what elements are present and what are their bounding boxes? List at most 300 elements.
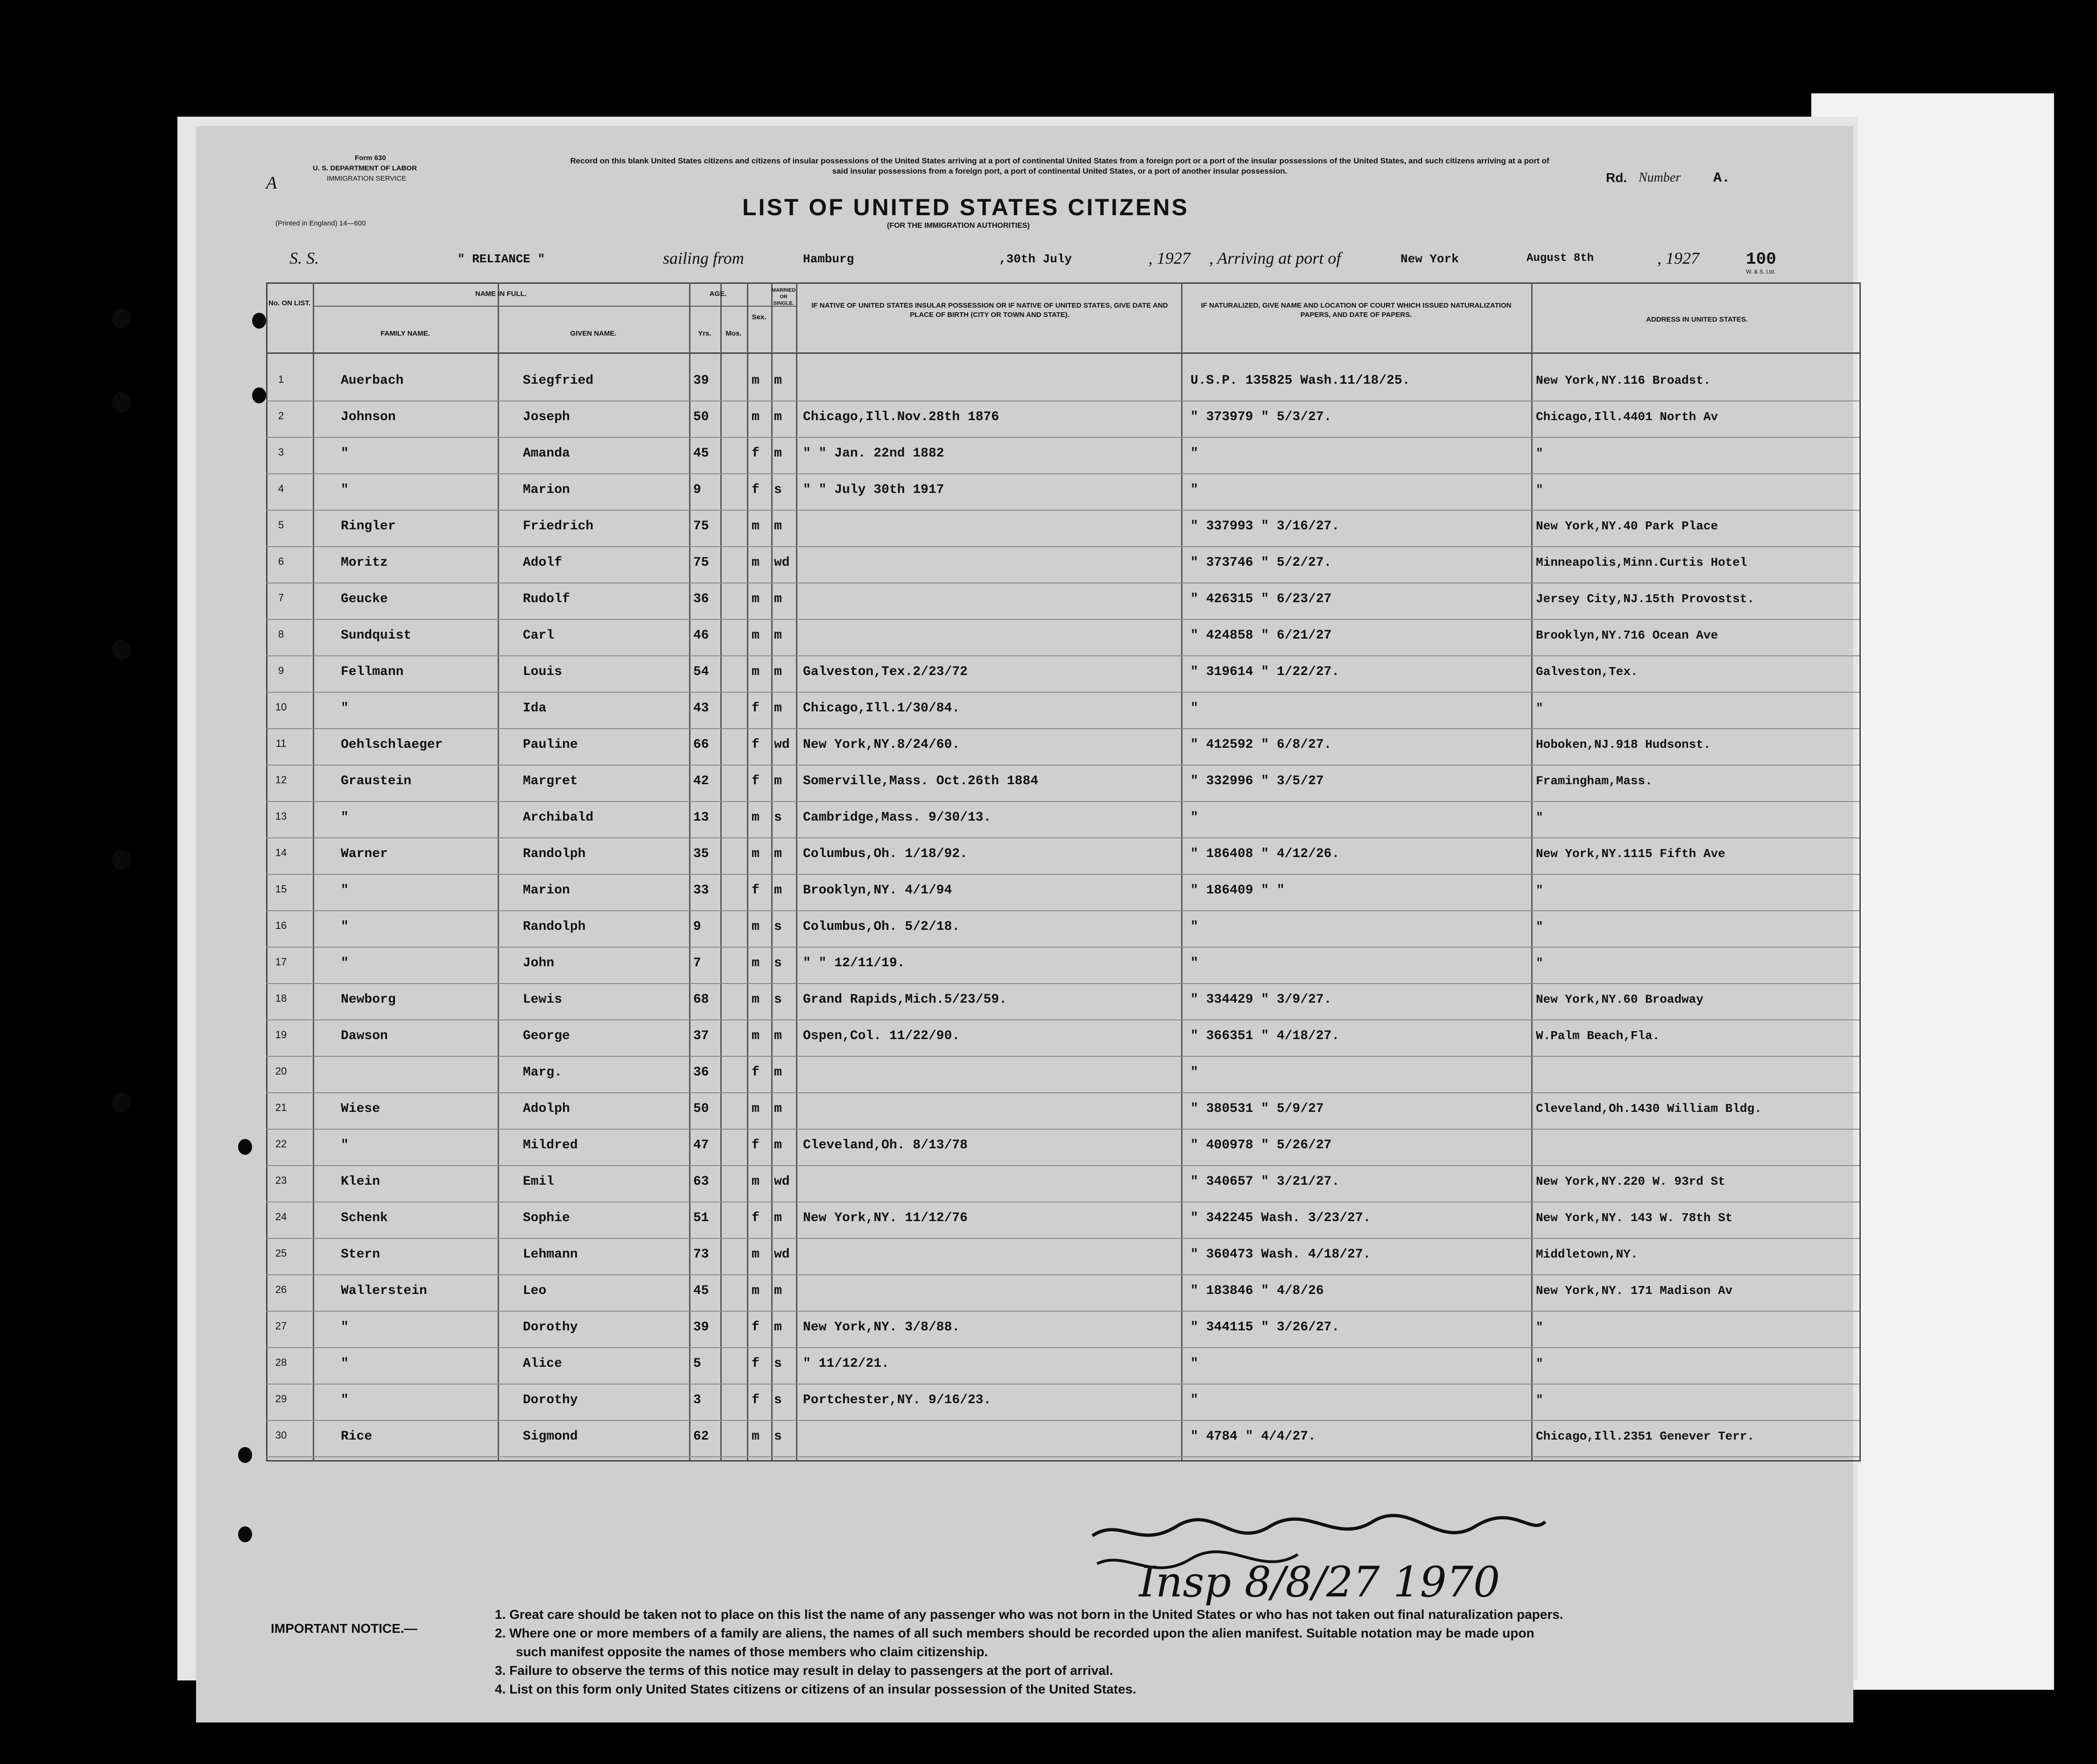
row-number: 12 — [275, 774, 287, 786]
row-line — [266, 619, 1859, 620]
naturalization: " — [1190, 701, 1198, 716]
row-line — [266, 765, 1859, 766]
row-line — [266, 1019, 1859, 1020]
given-name: Emil — [523, 1174, 555, 1189]
marital-status: wd — [774, 738, 790, 752]
row-number: 5 — [278, 519, 284, 531]
age-years: 7 — [693, 956, 701, 970]
arriving-label: , Arriving at port of — [1209, 249, 1341, 267]
given-name: Louis — [523, 665, 563, 679]
marital-status: s — [774, 920, 782, 934]
marital-status: m — [774, 410, 782, 424]
birth-place-date: Columbus,Oh. 5/2/18. — [803, 920, 960, 934]
row-line — [266, 728, 1859, 729]
row-line — [266, 473, 1859, 474]
sex: m — [752, 1174, 760, 1189]
marital-status: m — [774, 1065, 782, 1080]
marital-status: wd — [774, 1247, 790, 1262]
col-divider — [796, 282, 797, 1460]
age-years: 9 — [693, 483, 701, 497]
naturalization: " 319614 " 1/22/27. — [1190, 665, 1340, 679]
row-line — [266, 546, 1859, 547]
address: " — [1536, 883, 1543, 897]
row-number: 2 — [278, 410, 284, 422]
given-name: John — [523, 956, 555, 970]
given-name: Sigmond — [523, 1429, 578, 1444]
age-years: 63 — [693, 1174, 709, 1189]
age-years: 13 — [693, 810, 709, 825]
family-name: Newborg — [341, 992, 396, 1007]
birth-place-date: Ospen,Col. 11/22/90. — [803, 1029, 960, 1043]
sex: f — [752, 883, 760, 898]
given-name: Randolph — [523, 920, 586, 934]
sex: f — [752, 1138, 760, 1153]
address: " — [1536, 483, 1543, 497]
birth-place-date: New York,NY. 11/12/76 — [803, 1211, 968, 1225]
sex: m — [752, 956, 760, 970]
col-divider — [689, 282, 690, 1460]
sailing-label: sailing from — [663, 249, 744, 267]
manifest-page — [196, 126, 1853, 1722]
row-number: 18 — [275, 992, 287, 1004]
naturalization: " — [1190, 920, 1198, 934]
row-number: 26 — [275, 1284, 287, 1295]
naturalization: " 380531 " 5/9/27 — [1190, 1102, 1324, 1116]
naturalization: " — [1190, 956, 1198, 970]
sex: m — [752, 628, 760, 643]
punch-hole — [252, 313, 266, 329]
family-name: Johnson — [341, 410, 396, 424]
age-years: 54 — [693, 665, 709, 679]
row-number: 15 — [275, 883, 287, 895]
marital-status: m — [774, 1102, 782, 1116]
punch-hole — [238, 1526, 252, 1542]
sex: m — [752, 1247, 760, 1262]
sex: f — [752, 701, 760, 716]
naturalization: " — [1190, 1065, 1198, 1080]
sex: m — [752, 592, 760, 606]
col-header-age: AGE. — [709, 290, 727, 298]
notice-item-2-cont: such manifest opposite the names of those members who claim citizenship. — [516, 1645, 988, 1659]
address: Brooklyn,NY.716 Ocean Ave — [1536, 628, 1718, 642]
given-name: Archibald — [523, 810, 594, 825]
sex: m — [752, 992, 760, 1007]
row-number: 13 — [275, 810, 287, 822]
col-divider — [498, 282, 499, 1460]
address: New York,NY. 143 W. 78th St — [1536, 1211, 1733, 1225]
col-divider — [313, 282, 314, 1460]
given-name: Dorothy — [523, 1393, 578, 1407]
col-header-no: No. ON LIST. — [268, 299, 310, 307]
row-number: 20 — [275, 1065, 287, 1077]
col-header-family: FAMILY NAME. — [380, 330, 430, 337]
family-name: Rice — [341, 1429, 373, 1444]
row-number: 24 — [275, 1211, 287, 1223]
notice-item-1: 1. Great care should be taken not to place on this list the name of any passenger who was not born in the United States or who has not taken out final naturalization papers. — [495, 1607, 1563, 1622]
address: New York,NY.116 Broadst. — [1536, 373, 1711, 387]
naturalization: " — [1190, 483, 1198, 497]
age-years: 36 — [693, 592, 709, 606]
birth-place-date: " 11/12/21. — [803, 1356, 889, 1371]
naturalization: " — [1190, 1393, 1198, 1407]
marital-status: m — [774, 519, 782, 534]
row-line — [266, 1456, 1859, 1457]
age-years: 9 — [693, 920, 701, 934]
row-line — [266, 510, 1859, 511]
row-number: 17 — [275, 956, 287, 968]
marital-status: m — [774, 1029, 782, 1043]
given-name: Randolph — [523, 847, 586, 861]
birth-place-date: Chicago,Ill.Nov.28th 1876 — [803, 410, 999, 424]
family-name: " — [341, 446, 349, 461]
sex: f — [752, 1356, 760, 1371]
marital-status: m — [774, 1211, 782, 1225]
printed-note: (Printed in England) 14—600 — [275, 219, 366, 227]
naturalization: " 366351 " 4/18/27. — [1190, 1029, 1340, 1043]
family-name: " — [341, 1393, 349, 1407]
row-line — [266, 947, 1859, 948]
sex: f — [752, 483, 760, 497]
naturalization: " — [1190, 810, 1198, 825]
naturalization: " 360473 Wash. 4/18/27. — [1190, 1247, 1371, 1262]
marital-status: m — [774, 1284, 782, 1298]
given-name: Lehmann — [523, 1247, 578, 1262]
row-number: 7 — [278, 592, 284, 604]
age-years: 66 — [693, 738, 709, 752]
address: " — [1536, 920, 1543, 934]
row-number: 23 — [275, 1174, 287, 1186]
family-name: " — [341, 1320, 349, 1335]
age-years: 75 — [693, 519, 709, 534]
family-name: Moritz — [341, 555, 388, 570]
age-years: 43 — [693, 701, 709, 716]
sex: m — [752, 1102, 760, 1116]
naturalization: " 424858 " 6/21/27 — [1190, 628, 1332, 643]
family-name: Stern — [341, 1247, 380, 1262]
row-number: 4 — [278, 483, 284, 494]
marital-status: m — [774, 628, 782, 643]
naturalization: " 373979 " 5/3/27. — [1190, 410, 1332, 424]
birth-place-date: " " Jan. 22nd 1882 — [803, 446, 944, 461]
address: " — [1536, 956, 1543, 970]
service: IMMIGRATION SERVICE — [327, 175, 407, 183]
row-number: 27 — [275, 1320, 287, 1332]
age-years: 35 — [693, 847, 709, 861]
address: Jersey City,NJ.15th Provostst. — [1536, 592, 1755, 606]
naturalization: " 334429 " 3/9/27. — [1190, 992, 1332, 1007]
age-years: 68 — [693, 992, 709, 1007]
age-years: 46 — [693, 628, 709, 643]
page-title: LIST OF UNITED STATES CITIZENS — [742, 194, 1189, 220]
address: W.Palm Beach,Fla. — [1536, 1029, 1660, 1043]
sex: m — [752, 373, 760, 388]
col-divider — [771, 282, 773, 1460]
birth-place-date: Somerville,Mass. Oct.26th 1884 — [803, 774, 1039, 788]
from-port: Hamburg — [803, 252, 854, 266]
col-divider — [1531, 282, 1533, 1460]
row-line — [266, 837, 1859, 838]
ss-label: S. S. — [289, 249, 319, 267]
family-name: " — [341, 701, 349, 716]
row-number: 8 — [278, 628, 284, 640]
given-name: Marion — [523, 883, 570, 898]
marital-status: m — [774, 883, 782, 898]
given-name: Alice — [523, 1356, 563, 1371]
sex: m — [752, 555, 760, 570]
given-name: Margret — [523, 774, 578, 788]
row-number: 25 — [275, 1247, 287, 1259]
punch-hole — [112, 308, 131, 329]
age-years: 62 — [693, 1429, 709, 1444]
row-number: 6 — [278, 555, 284, 567]
punch-hole — [112, 640, 131, 660]
naturalization: U.S.P. 135825 Wash.11/18/25. — [1190, 373, 1410, 388]
sex: m — [752, 847, 760, 861]
instruction-text: Record on this blank United States citizens and citizens of insular possessions of the United States arriving at a port of continental United States from a foreign port or a port of the insular possessions of the United States, and such citizens arriving at a port of said insular possessions from a foreign port, a port of continental United States, or a port of another insular possession. — [570, 156, 1549, 176]
row-number: 11 — [275, 738, 287, 749]
col-header-yrs: Yrs. — [698, 330, 711, 337]
given-name: Pauline — [523, 738, 578, 752]
birth-place-date: Portchester,NY. 9/16/23. — [803, 1393, 992, 1407]
punch-hole — [112, 1092, 131, 1113]
address: Middletown,NY. — [1536, 1247, 1638, 1261]
marital-status: wd — [774, 1174, 790, 1189]
given-name: Adolph — [523, 1102, 570, 1116]
naturalization: " 4784 " 4/4/27. — [1190, 1429, 1316, 1444]
family-name: Fellmann — [341, 665, 404, 679]
row-number: 14 — [275, 847, 287, 858]
address: Hoboken,NJ.918 Hudsonst. — [1536, 738, 1711, 752]
arrival-date: August 8th — [1527, 252, 1594, 265]
naturalization: " — [1190, 446, 1198, 461]
notice-item-2: 2. Where one or more members of a family are aliens, the names of all such members should be recorded upon the alien manifest. Suitable notation may be made upon — [495, 1626, 1534, 1640]
sex: m — [752, 519, 760, 534]
punch-hole — [112, 392, 131, 413]
notice-item-4: 4. List on this form only United States citizens or citizens of an insular possession of the United States. — [495, 1682, 1136, 1696]
sex: m — [752, 810, 760, 825]
given-name: Ida — [523, 701, 547, 716]
sex: m — [752, 665, 760, 679]
row-number: 22 — [275, 1138, 287, 1150]
col-header-naturalized: IF NATURALIZED, GIVE NAME AND LOCATION OF COURT WHICH ISSUED NATURALIZATION PAPERS, AND DATE OF PAPERS. — [1201, 302, 1512, 319]
col-divider — [1181, 282, 1182, 1460]
punch-hole — [238, 1447, 252, 1463]
sex: f — [752, 774, 760, 788]
ship-name: " RELIANCE " — [457, 252, 545, 266]
sex: m — [752, 410, 760, 424]
age-years: 75 — [693, 555, 709, 570]
address: " — [1536, 701, 1543, 715]
address: " — [1536, 1320, 1543, 1334]
age-years: 36 — [693, 1065, 709, 1080]
col-header-address: ADDRESS IN UNITED STATES. — [1646, 316, 1748, 323]
row-number: 28 — [275, 1356, 287, 1368]
row-number: 30 — [275, 1429, 287, 1441]
age-years: 47 — [693, 1138, 709, 1153]
printer-mark: W. & S. Ltd. — [1746, 268, 1776, 275]
family-name: Schenk — [341, 1211, 388, 1225]
given-name: Marg. — [523, 1065, 563, 1080]
row-line — [266, 1274, 1859, 1275]
given-name: Marion — [523, 483, 570, 497]
family-name: Sundquist — [341, 628, 412, 643]
given-name: Sophie — [523, 1211, 570, 1225]
age-years: 5 — [693, 1356, 701, 1371]
naturalization: " 344115 " 3/26/27. — [1190, 1320, 1340, 1335]
naturalization: " 426315 " 6/23/27 — [1190, 592, 1332, 606]
marital-status: m — [774, 373, 782, 388]
row-line — [266, 910, 1859, 911]
sex: m — [752, 920, 760, 934]
arrival-port: New York — [1400, 252, 1459, 266]
page-subtitle: (FOR THE IMMIGRATION AUTHORITIES) — [887, 222, 1030, 230]
family-name: Auerbach — [341, 373, 404, 388]
birth-place-date: Cleveland,Oh. 8/13/78 — [803, 1138, 968, 1153]
age-years: 42 — [693, 774, 709, 788]
row-line — [266, 1092, 1859, 1093]
col-divider — [747, 282, 748, 1460]
col-header-given: GIVEN NAME. — [570, 330, 617, 337]
address: Chicago,Ill.2351 Genever Terr. — [1536, 1429, 1755, 1443]
age-years: 45 — [693, 1284, 709, 1298]
age-years: 39 — [693, 373, 709, 388]
address: New York,NY.220 W. 93rd St — [1536, 1174, 1725, 1188]
given-name: Lewis — [523, 992, 563, 1007]
family-name: " — [341, 1138, 349, 1153]
col-header-sex: Sex. — [752, 313, 767, 321]
sex: f — [752, 738, 760, 752]
row-line — [266, 1056, 1859, 1057]
row-number: 10 — [275, 701, 287, 713]
marital-status: m — [774, 446, 782, 461]
row-number: 9 — [278, 665, 284, 676]
notice-item-3: 3. Failure to observe the terms of this notice may result in delay to passengers at the port of arrival. — [495, 1663, 1113, 1678]
sex: f — [752, 446, 760, 461]
marital-status: s — [774, 810, 782, 825]
row-line — [266, 655, 1859, 656]
family-name: " — [341, 920, 349, 934]
year-sail: , 1927 — [1148, 249, 1190, 267]
row-line — [266, 692, 1859, 693]
given-name: Amanda — [523, 446, 570, 461]
naturalization: " 340657 " 3/21/27. — [1190, 1174, 1340, 1189]
birth-place-date: Brooklyn,NY. 4/1/94 — [803, 883, 952, 898]
birth-place-date: New York,NY.8/24/60. — [803, 738, 960, 752]
row-line — [266, 1311, 1859, 1312]
age-years: 50 — [693, 1102, 709, 1116]
marital-status: m — [774, 665, 782, 679]
marital-status: m — [774, 701, 782, 716]
age-years: 45 — [693, 446, 709, 461]
family-name: " — [341, 956, 349, 970]
number-value: A. — [1713, 170, 1731, 186]
address: Chicago,Ill.4401 North Av — [1536, 410, 1718, 424]
address: Cleveland,Oh.1430 William Bldg. — [1536, 1102, 1762, 1116]
sex: f — [752, 1393, 760, 1407]
department: U. S. DEPARTMENT OF LABOR — [313, 164, 417, 172]
family-name: Wiese — [341, 1102, 380, 1116]
row-line — [266, 1420, 1859, 1421]
address: New York,NY. 171 Madison Av — [1536, 1284, 1733, 1298]
address: Minneapolis,Minn.Curtis Hotel — [1536, 555, 1747, 569]
naturalization: " 337993 " 3/16/27. — [1190, 519, 1340, 534]
given-name: Siegfried — [523, 373, 594, 388]
row-line — [266, 1238, 1859, 1239]
age-years: 73 — [693, 1247, 709, 1262]
family-name: Klein — [341, 1174, 380, 1189]
col-divider — [720, 282, 722, 1460]
family-name: Oehlschlaeger — [341, 738, 443, 752]
given-name: Dorothy — [523, 1320, 578, 1335]
sex: f — [752, 1211, 760, 1225]
given-name: Rudolf — [523, 592, 570, 606]
punch-hole — [112, 850, 131, 870]
birth-place-date: " " 12/11/19. — [803, 956, 905, 970]
row-number: 19 — [275, 1029, 287, 1040]
birth-place-date: New York,NY. 3/8/88. — [803, 1320, 960, 1335]
address: " — [1536, 1393, 1543, 1407]
address: " — [1536, 446, 1543, 460]
row-line — [266, 1347, 1859, 1348]
row-number: 16 — [275, 920, 287, 931]
given-name: Carl — [523, 628, 555, 643]
page-number: 100 — [1746, 250, 1776, 269]
marital-status: m — [774, 1320, 782, 1335]
marital-status: m — [774, 592, 782, 606]
age-years: 51 — [693, 1211, 709, 1225]
marital-status: wd — [774, 555, 790, 570]
handwritten-a: A — [266, 173, 277, 193]
row-line — [266, 1165, 1859, 1166]
naturalization: " — [1190, 1356, 1198, 1371]
age-years: 3 — [693, 1393, 701, 1407]
address: New York,NY.40 Park Place — [1536, 519, 1718, 533]
family-name: " — [341, 810, 349, 825]
naturalization: " 400978 " 5/26/27 — [1190, 1138, 1332, 1153]
birth-place-date: Columbus,Oh. 1/18/92. — [803, 847, 968, 861]
marital-status: s — [774, 1356, 782, 1371]
naturalization: " 186409 " " — [1190, 883, 1285, 898]
given-name: Mildred — [523, 1138, 578, 1153]
row-line — [266, 437, 1859, 438]
naturalization: " 186408 " 4/12/26. — [1190, 847, 1340, 861]
naturalization: " 183846 " 4/8/26 — [1190, 1284, 1324, 1298]
age-years: 33 — [693, 883, 709, 898]
address: " — [1536, 1356, 1543, 1370]
col-header-name: NAME IN FULL. — [475, 290, 527, 298]
family-name: " — [341, 1356, 349, 1371]
number-prefix: Rd. — [1606, 170, 1627, 185]
naturalization: " 342245 Wash. 3/23/27. — [1190, 1211, 1371, 1225]
row-number: 21 — [275, 1102, 287, 1113]
notice-label: IMPORTANT NOTICE.— — [271, 1621, 417, 1636]
signature-text: Insp 8/8/27 1970 — [1139, 1558, 1500, 1607]
birth-place-date: " " July 30th 1917 — [803, 483, 944, 497]
col-header-native: IF NATIVE OF UNITED STATES INSULAR POSSESSION OR IF NATIVE OF UNITED STATES, GIVE DATE AND PLACE OF BIRTH (CITY OR TOWN AND STATE). — [811, 302, 1168, 319]
col-header-married: MARRIED OR SINGLE. — [771, 288, 796, 306]
age-years: 37 — [693, 1029, 709, 1043]
family-name: Wallerstein — [341, 1284, 427, 1298]
marital-status: m — [774, 1138, 782, 1153]
family-name: " — [341, 483, 349, 497]
given-name: Joseph — [523, 410, 570, 424]
sail-date: ,30th July — [999, 252, 1072, 266]
birth-place-date: Grand Rapids,Mich.5/23/59. — [803, 992, 1007, 1007]
year-arrival: , 1927 — [1657, 249, 1699, 267]
naturalization: " 332996 " 3/5/27 — [1190, 774, 1324, 788]
punch-hole — [238, 1139, 252, 1155]
birth-place-date: Chicago,Ill.1/30/84. — [803, 701, 960, 716]
